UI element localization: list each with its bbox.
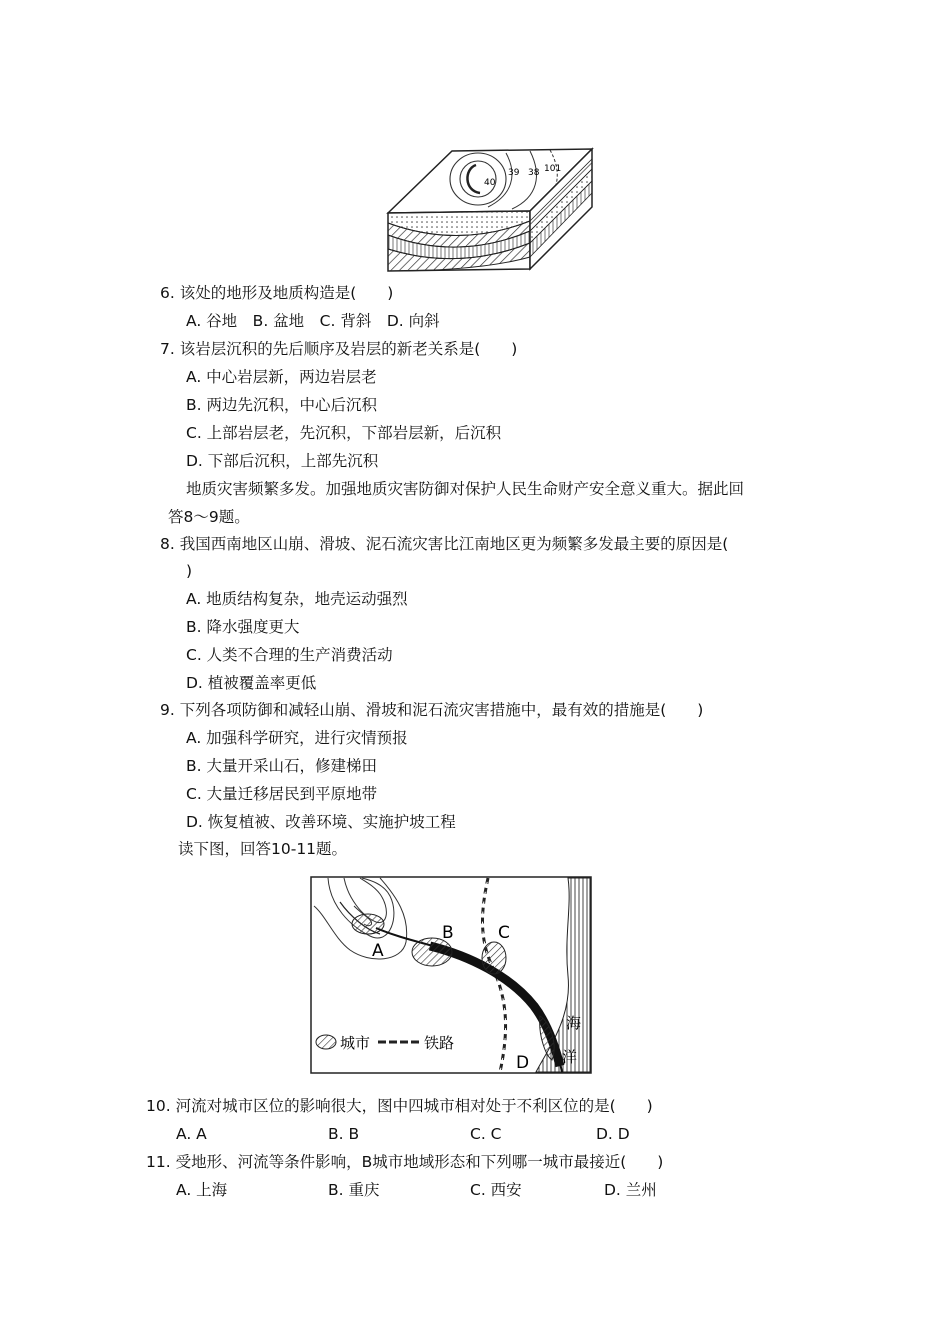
legend-rail-label: 铁路 xyxy=(424,1034,455,1052)
map-label-c: C xyxy=(498,923,510,943)
question-11-option-d: D. 兰州 xyxy=(604,1181,657,1199)
question-8-option-b: B. 降水强度更大 xyxy=(186,618,300,636)
question-7-option-c: C. 上部岩层老，先沉积，下部岩层新，后沉积 xyxy=(186,424,502,442)
question-9-option-a: A. 加强科学研究，进行灾情预报 xyxy=(186,729,408,747)
question-7-option-d: D. 下部后沉积，上部先沉积 xyxy=(186,452,379,470)
map-label-a: A xyxy=(372,941,384,961)
contour-label: 101 xyxy=(544,164,562,174)
legend-city-symbol xyxy=(316,1035,336,1049)
intro-8-9-line1: 地质灾害频繁多发。加强地质灾害防御对保护人民生命财产安全意义重大。据此回 xyxy=(186,480,745,498)
map-label-d: D xyxy=(516,1053,530,1073)
question-8-option-d: D. 植被覆盖率更低 xyxy=(186,674,317,692)
question-9-option-c: C. 大量迁移居民到平原地带 xyxy=(186,785,378,803)
question-10-option-d: D. D xyxy=(596,1125,630,1143)
question-7-option-b: B. 两边先沉积，中心后沉积 xyxy=(186,396,377,414)
question-11-stem: 11. 受地形、河流等条件影响，B城市地域形态和下列哪一城市最接近( ) xyxy=(146,1153,664,1171)
city-location-map xyxy=(310,876,592,1074)
question-7-option-a: A. 中心岩层新，两边岩层老 xyxy=(186,368,377,386)
question-11-option-b: B. 重庆 xyxy=(328,1181,380,1199)
question-10-option-a: A. A xyxy=(176,1125,207,1143)
question-10-stem: 10. 河流对城市区位的影响很大，图中四城市相对处于不利区位的是( ) xyxy=(146,1097,653,1115)
contour-label: 38 xyxy=(528,168,540,178)
contour-label: 40 xyxy=(484,178,496,188)
question-11-option-a: A. 上海 xyxy=(176,1181,228,1199)
question-6-options: A. 谷地 B. 盆地 C. 背斜 D. 向斜 xyxy=(186,312,440,330)
question-9-option-b: B. 大量开采山石，修建梯田 xyxy=(186,757,377,775)
question-6-stem: 6. 该处的地形及地质构造是( ) xyxy=(160,284,394,302)
syncline-block-diagram xyxy=(380,145,600,275)
legend-city-label: 城市 xyxy=(340,1034,371,1052)
map-label-b: B xyxy=(442,923,454,943)
question-8-option-c: C. 人类不合理的生产消费活动 xyxy=(186,646,393,664)
question-10-option-c: C. C xyxy=(470,1125,502,1143)
contour-label: 39 xyxy=(508,168,520,178)
question-8-stem-cont: ) xyxy=(186,562,193,580)
question-9-option-d: D. 恢复植被、改善环境、实施护坡工程 xyxy=(186,813,456,831)
intro-8-9-line2: 答8～9题。 xyxy=(168,508,250,526)
map-sea-label-1: 海 xyxy=(566,1014,582,1032)
question-9-stem: 9. 下列各项防御和减轻山崩、滑坡和泥石流灾害措施中，最有效的措施是( ) xyxy=(160,701,704,719)
question-8-stem: 8. 我国西南地区山崩、滑坡、泥石流灾害比江南地区更为频繁多发最主要的原因是( xyxy=(160,535,729,553)
question-8-option-a: A. 地质结构复杂，地壳运动强烈 xyxy=(186,590,408,608)
question-11-option-c: C. 西安 xyxy=(470,1181,522,1199)
question-7-stem: 7. 该岩层沉积的先后顺序及岩层的新老关系是( ) xyxy=(160,340,518,358)
map-sea-label-2: 洋 xyxy=(562,1048,578,1066)
question-10-option-b: B. B xyxy=(328,1125,360,1143)
intro-10-11: 读下图，回答10-11题。 xyxy=(178,840,348,858)
